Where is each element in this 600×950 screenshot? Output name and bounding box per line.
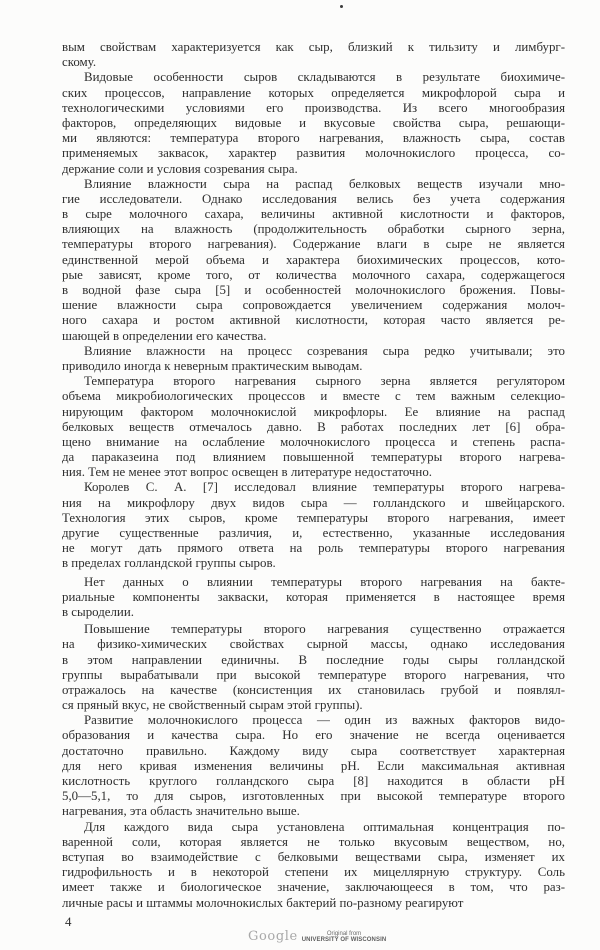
text-line: ния. Тем не менее этот вопрос освещен в литературе недостаточно. xyxy=(62,465,432,480)
text-line: другие существенные различия, и, естественно, указанные исследования xyxy=(62,526,565,540)
text-line: шающей в определении его качества. xyxy=(62,328,267,343)
text-line: температуры второго нагревания). Содержание влаги в сыре не является xyxy=(62,237,565,252)
text-line: достаточно правильно. Каждому виду сыра соответствует характерная xyxy=(62,743,565,758)
text-line: Нет данных о влиянии температуры второго нагревания на бакте- xyxy=(84,574,565,589)
text-line: Технология этих сыров, кроме температуры второго нагревания, имеет xyxy=(62,510,565,525)
text-line: гидрофильность и в некоторой степени их мицеллярную структуру. Соль xyxy=(62,865,565,880)
text-line: имеет также и биологическое значение, заключающееся в том, что раз- xyxy=(62,880,565,895)
text-line: Влияние влажности сыра на распад белковых веществ изучали мно- xyxy=(84,176,565,191)
text-line: не могут дать прямого ответа на роль температуры второго нагревания xyxy=(62,541,565,556)
provenance-line2: UNIVERSITY OF WISCONSIN xyxy=(301,937,387,943)
text-line: в сыре молочного сахара, величины активной кислотности и факторов, xyxy=(62,207,565,222)
text-line: рые зависят, кроме того, от количества молочного сахара, содержащегося xyxy=(62,267,565,282)
text-line: гие исследователи. Однако исследования велись без учета содержания xyxy=(62,191,565,206)
text-line: Для каждого вида сыра установлена оптимальная концентрация по- xyxy=(84,819,565,834)
text-line: приводило иногда к неверным практическим выводам. xyxy=(62,358,363,373)
text-line: Влияние влажности на процесс созревания сыра редко учитывали; это xyxy=(84,343,565,358)
text-line: в этом направлении единичны. В последние годы сыры голландской xyxy=(62,652,565,667)
text-line: для него кривая изменения величины pH. Если максимальная активная xyxy=(62,758,565,773)
text-line: Температура второго нагревания сырного зерна является регулятором xyxy=(84,374,565,389)
text-line: технологическими условиями его производства. Из всего многообразия xyxy=(62,100,565,115)
text-line: нагревания, эта область значительно выше. xyxy=(62,804,300,819)
text-line: единственной мерой объема и характера биохимических процессов, кото- xyxy=(62,252,565,267)
text-line: Повышение температуры второго нагревания существенно отражается xyxy=(84,622,565,637)
provenance-note xyxy=(296,931,392,944)
text-line: риальные компоненты закваски, которая применяется в настоящее время xyxy=(62,589,565,604)
text-line: на физико-химических свойствах сырной массы, однако исследования xyxy=(62,637,565,652)
text-line: щено внимание на ослабление молочнокислого процесса и степень распа- xyxy=(62,434,565,449)
text-line: скому. xyxy=(62,55,97,70)
text-line: ских процессов, направление которых определяется микрофлорой сыра и xyxy=(62,85,565,100)
text-line: факторов, определяющих видовые и вкусовые свойства сыра, решающи- xyxy=(62,115,565,130)
text-line: влияющих на влажность (продолжительность обработки сырного зерна, xyxy=(62,222,565,237)
page-number: 4 xyxy=(65,914,72,929)
provenance-line1: Original from xyxy=(326,931,362,937)
text-line: Видовые особенности сыров складываются в результате биохимиче- xyxy=(84,70,565,85)
text-line: ния на микрофлору двух видов сыра — голландского и швейцарского. xyxy=(62,495,565,510)
text-line: Развитие молочнокислого процесса — один из важных факторов видо- xyxy=(84,713,565,728)
text-line: объема микробиологических процессов и вместе с тем важным селекцио- xyxy=(62,389,565,404)
text-line: в пределах голландской группы сыров. xyxy=(62,556,276,571)
text-line: в водной фазе сыра [5] и особенностей молочнокислого брожения. Повы- xyxy=(62,283,565,297)
text-line: личные расы и штаммы молочнокислых бактерий по-разному реагируют xyxy=(62,895,464,910)
text-line: образования и качества сыра. Но его значение не всегда оценивается xyxy=(62,728,565,743)
text-line: шение влажности сыра сопровождается увеличением содержания молоч- xyxy=(62,298,565,313)
text-line: применяемых заквасок, характер развития молочнокислого процесса, со- xyxy=(62,146,565,161)
text-line: вступая во взаимодействие с белковыми веществами сыра, изменяет их xyxy=(62,849,565,864)
text-line: белковых веществ отмечалось давно. В работах последних лет [6] обра- xyxy=(62,419,565,434)
text-line: 5,0—5,1, то для сыров, изготовленных при высокой температуре второго xyxy=(62,789,565,804)
text-line: отражалось на качестве (консистенция их становилась грубой и появлял- xyxy=(62,682,565,697)
text-line: Королев С. А. [7] исследовал влияние температуры второго нагрева- xyxy=(84,480,565,495)
text-line: группы вырабатывали при высокой температуре второго нагревания, что xyxy=(62,667,565,682)
text-line: кислотность круглого голландского сыра [8] находится в области pH xyxy=(62,774,565,788)
text-line: нирующим фактором молочнокислой микрофлоры. Ее влияние на распад xyxy=(62,404,565,419)
google-watermark: Google xyxy=(248,929,298,944)
text-line: варенной соли, которая является не только вкусовым веществом, но, xyxy=(62,834,565,849)
text-line: ся пряный вкус, не свойственный сырам этой группы). xyxy=(62,698,363,713)
text-line: ми являются: температура второго нагревания, влажность сыра, состав xyxy=(62,131,565,146)
scan-speck-artifact xyxy=(340,5,343,8)
text-line: в сыроделии. xyxy=(62,604,134,619)
text-line: ного сахара и ростом активной кислотности, которая часто является ре- xyxy=(62,313,565,328)
text-block xyxy=(62,40,565,911)
text-line: держание соли и условия созревания сыра. xyxy=(62,161,298,176)
text-line: вым свойствам характеризуется как сыр, близкий к тильзиту и лимбург- xyxy=(62,40,565,54)
text-line: да параказеина под влиянием повышенной температуры второго нагрева- xyxy=(62,450,565,465)
